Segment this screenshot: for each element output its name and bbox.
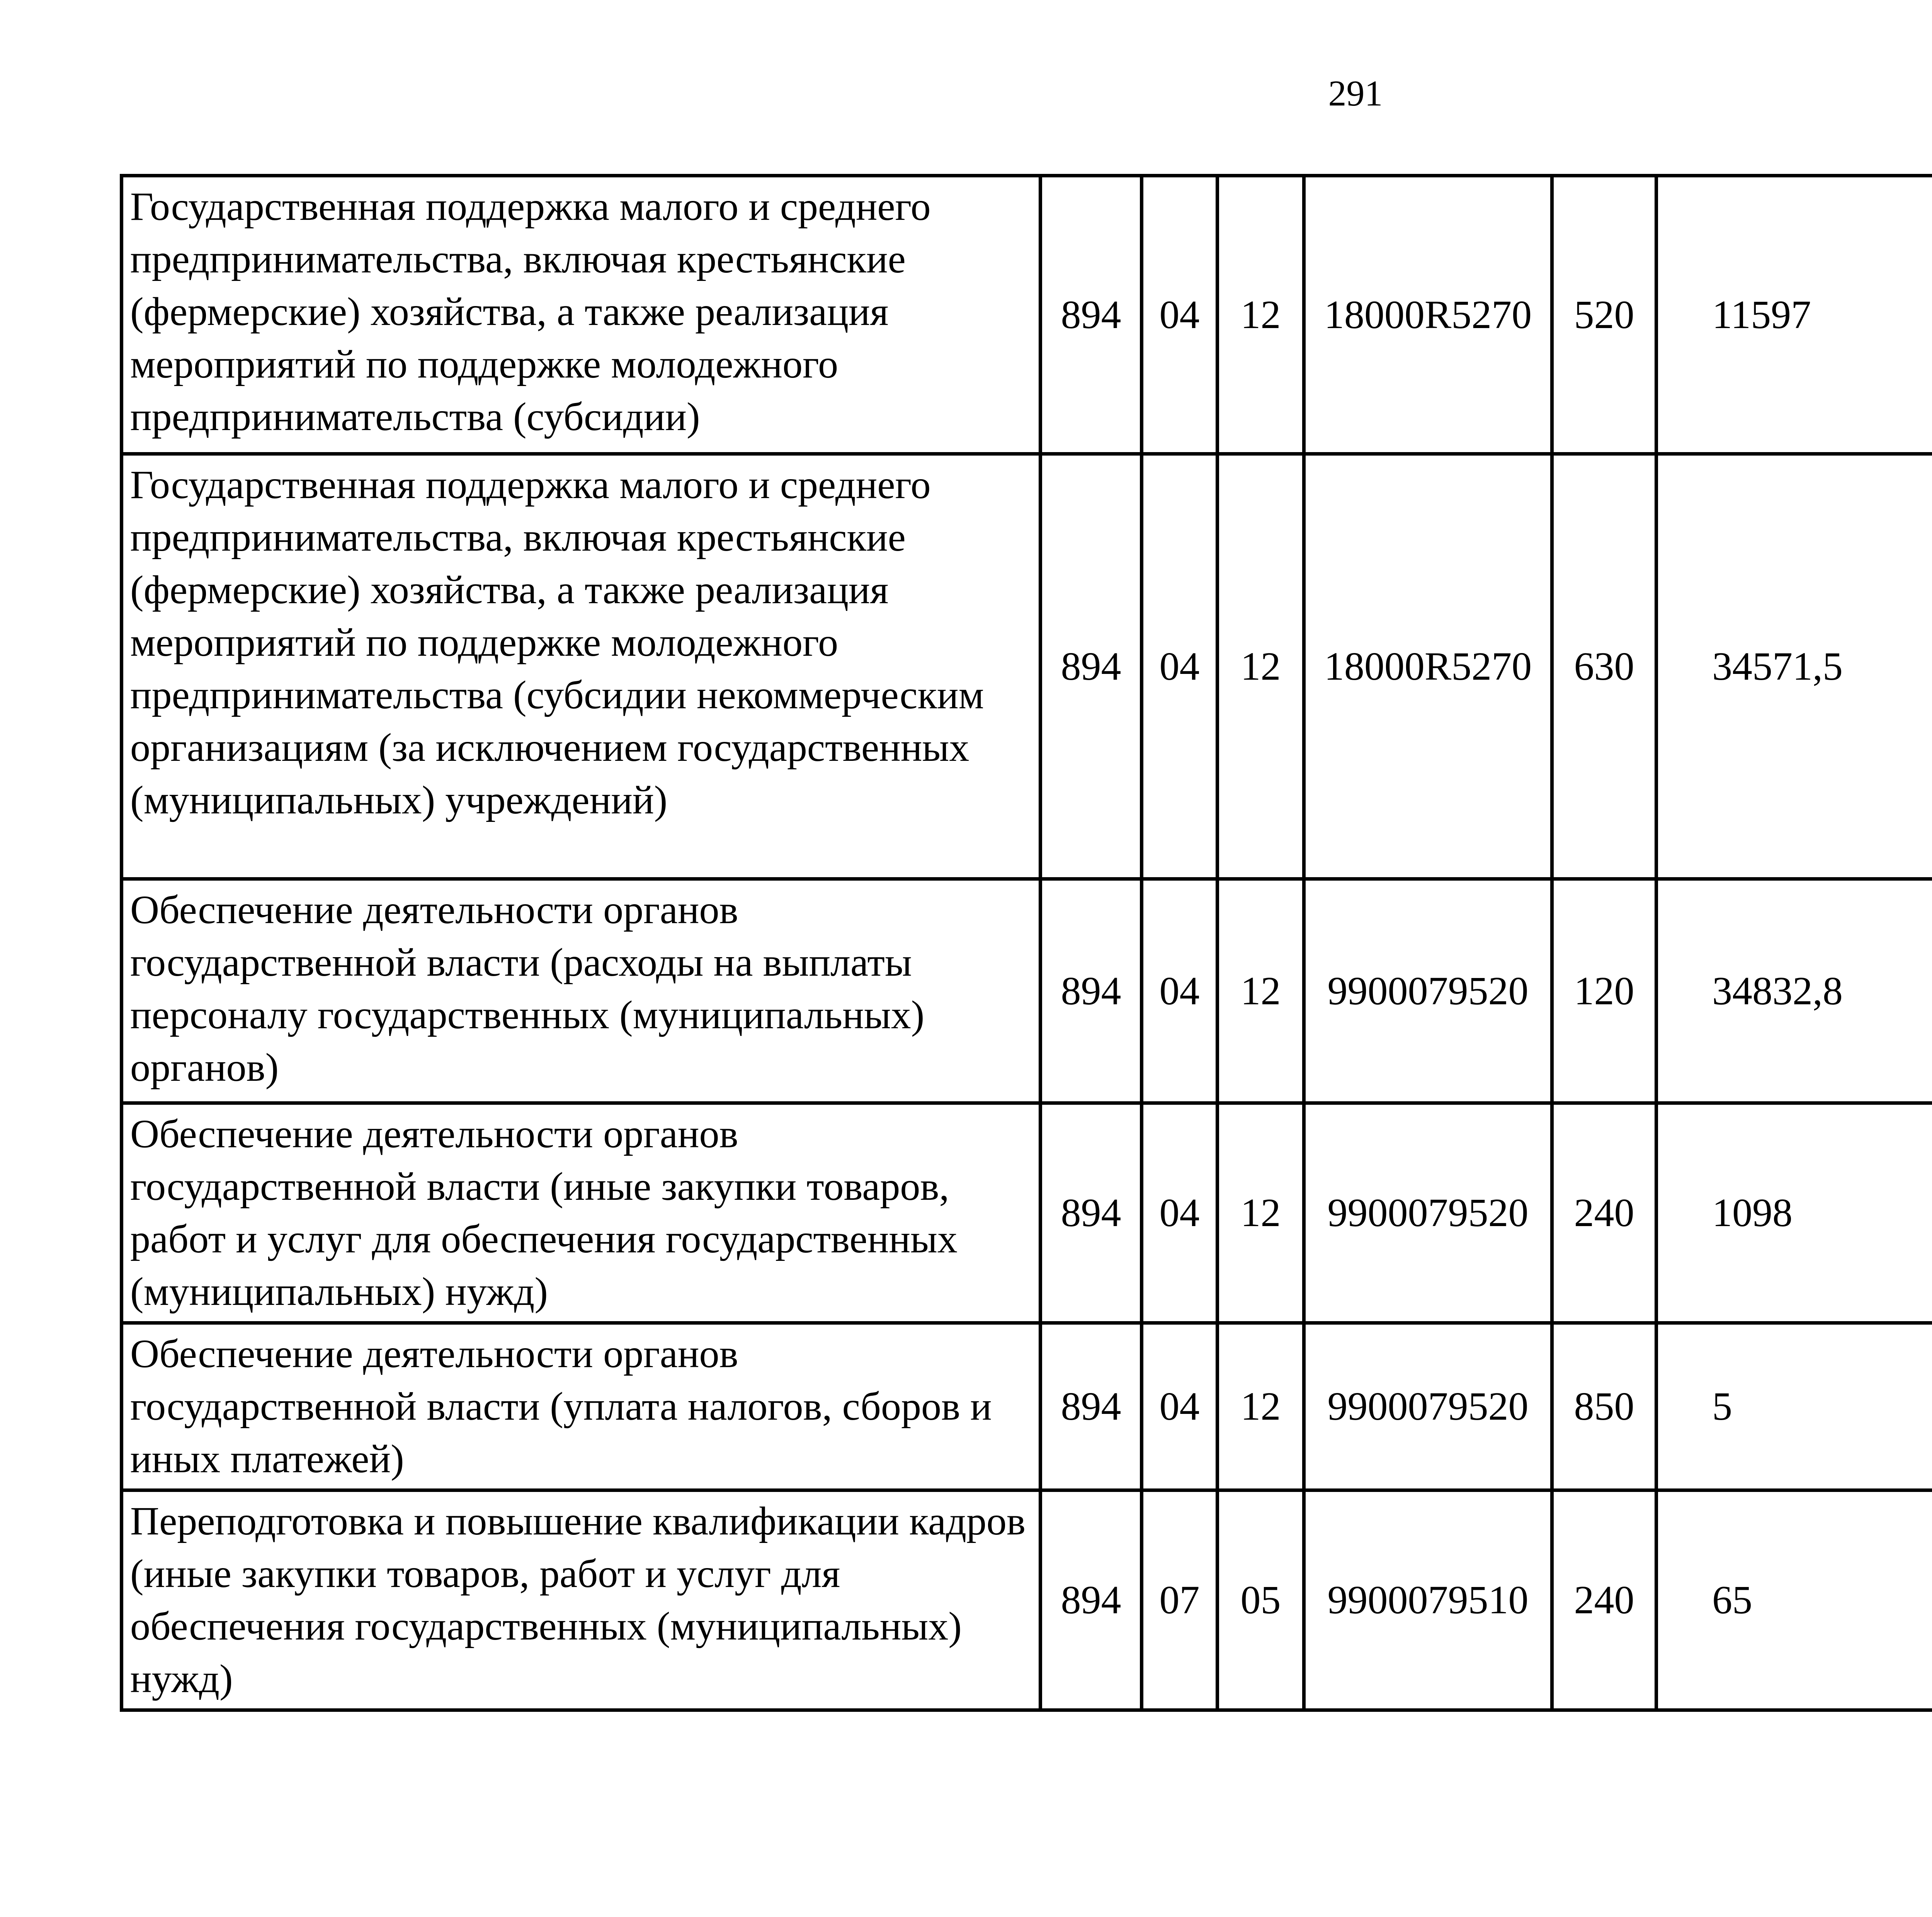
- table-row: [122, 1490, 1932, 1710]
- amount-1-cell: 1098: [1656, 1103, 1932, 1323]
- expense-type-cell: 240: [1552, 1103, 1656, 1323]
- budget-table: [120, 174, 1932, 1712]
- amount-1-cell: 65: [1656, 1490, 1932, 1710]
- description-cell: Переподготовка и повышение квалификации кадров (иные закупки товаров, работ и услуг для обеспечения государственных (муниципальных) нужд): [122, 1490, 1041, 1710]
- ministry-code-cell: 894: [1041, 1103, 1142, 1323]
- subsection-code-cell: 12: [1218, 1103, 1304, 1323]
- amount-1-cell: 11597: [1656, 176, 1932, 454]
- target-item-cell: 18000R5270: [1304, 454, 1552, 879]
- target-item-cell: 18000R5270: [1304, 176, 1552, 454]
- table-row: [122, 1103, 1932, 1323]
- subsection-code-cell: 05: [1218, 1490, 1304, 1710]
- table-row: [122, 879, 1932, 1103]
- target-item-cell: 9900079520: [1304, 1103, 1552, 1323]
- amount-1-cell: 5: [1656, 1323, 1932, 1490]
- section-code-cell: 04: [1142, 879, 1218, 1103]
- target-item-cell: 9900079510: [1304, 1490, 1552, 1710]
- table-row: [122, 454, 1932, 879]
- subsection-code-cell: 12: [1218, 879, 1304, 1103]
- target-item-cell: 9900079520: [1304, 879, 1552, 1103]
- ministry-code-cell: 894: [1041, 176, 1142, 454]
- description-cell: Государственная поддержка малого и среднего предпринимательства, включая крестьянские (фермерские) хозяйства, а также реализация мероприятий по поддержке молодежного предпринимательства (субсидии некоммерческим организациям (за исключением государственных (муниципальных) учреждений): [122, 454, 1041, 879]
- section-code-cell: 04: [1142, 454, 1218, 879]
- amount-1-cell: 34832,8: [1656, 879, 1932, 1103]
- ministry-code-cell: 894: [1041, 1323, 1142, 1490]
- expense-type-cell: 850: [1552, 1323, 1656, 1490]
- subsection-code-cell: 12: [1218, 176, 1304, 454]
- expense-type-cell: 520: [1552, 176, 1656, 454]
- section-code-cell: 04: [1142, 1103, 1218, 1323]
- ministry-code-cell: 894: [1041, 454, 1142, 879]
- ministry-code-cell: 894: [1041, 1490, 1142, 1710]
- table-row: [122, 1323, 1932, 1490]
- ministry-code-cell: 894: [1041, 879, 1142, 1103]
- description-cell: Обеспечение деятельности органов государственной власти (иные закупки товаров, работ и услуг для обеспечения государственных (муниципальных) нужд): [122, 1103, 1041, 1323]
- amount-1-cell: 34571,5: [1656, 454, 1932, 879]
- page-number: 291: [1328, 73, 1383, 114]
- target-item-cell: 9900079520: [1304, 1323, 1552, 1490]
- expense-type-cell: 630: [1552, 454, 1656, 879]
- section-code-cell: 07: [1142, 1490, 1218, 1710]
- section-code-cell: 04: [1142, 1323, 1218, 1490]
- description-cell: Обеспечение деятельности органов государственной власти (расходы на выплаты персоналу государственных (муниципальных) органов): [122, 879, 1041, 1103]
- description-cell: Государственная поддержка малого и среднего предпринимательства, включая крестьянские (фермерские) хозяйства, а также реализация мероприятий по поддержке молодежного предпринимательства (субсидии): [122, 176, 1041, 454]
- expense-type-cell: 240: [1552, 1490, 1656, 1710]
- subsection-code-cell: 12: [1218, 454, 1304, 879]
- subsection-code-cell: 12: [1218, 1323, 1304, 1490]
- description-cell: Обеспечение деятельности органов государственной власти (уплата налогов, сборов и иных платежей): [122, 1323, 1041, 1490]
- section-code-cell: 04: [1142, 176, 1218, 454]
- expense-type-cell: 120: [1552, 879, 1656, 1103]
- table-row: [122, 176, 1932, 454]
